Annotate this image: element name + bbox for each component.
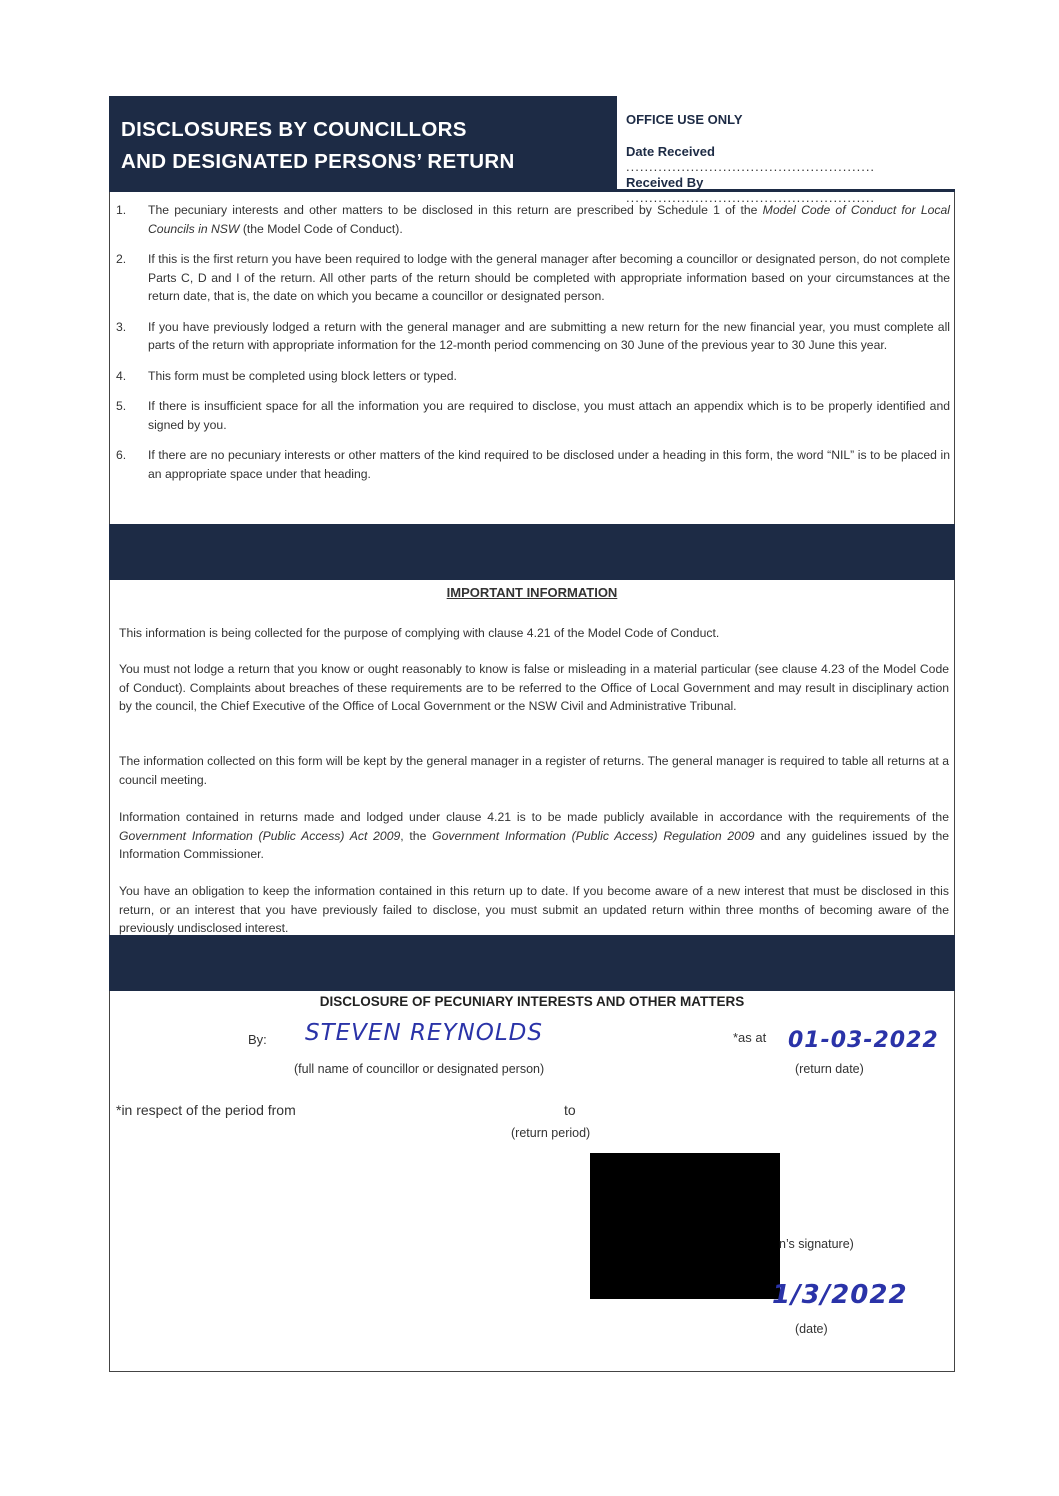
info-paragraph-public-access bbox=[119, 808, 949, 864]
info-text-part: Information contained in returns made and lodged under clause 4.21 is to be made publicly available in accordance with the requirements of the bbox=[119, 810, 949, 824]
signature-date-value[interactable]: 1/3/2022 bbox=[772, 1280, 908, 1310]
instruction-number: 2. bbox=[116, 252, 127, 266]
date-received-dots: ...................................................... bbox=[626, 159, 876, 174]
info-paragraph-register: The information collected on this form will be kept by the general manager in a register of returns. The general manager is required to table all returns at a council meeting. bbox=[119, 754, 949, 787]
by-label: By: bbox=[248, 1032, 267, 1047]
info-paragraph-obligation: You have an obligation to keep the information contained in this return up to date. If you become aware of a new interest that must be disclosed in this return, or an interest that you have previously failed to disclose, you must submit an updated return within three months of becoming aware of the previously undisclosed interest. bbox=[119, 884, 949, 935]
return-date-value[interactable]: 01-03-2022 bbox=[788, 1028, 939, 1053]
section-divider-band bbox=[109, 935, 955, 991]
instruction-text: If this is the first return you have been required to lodge with the general manager after becoming a councillor or designated person, do not complete Parts C, D and I of the return. All other parts of the return should be completed with appropriate information based on your circumstances at the return date, that is, the date on which you became a councillor or designated person. bbox=[148, 252, 950, 303]
received-by-dots: ...................................................... bbox=[626, 190, 876, 205]
instruction-item bbox=[116, 201, 950, 238]
as-at-label: *as at bbox=[733, 1030, 767, 1045]
section-divider-band bbox=[109, 524, 955, 580]
councillor-name[interactable]: STEVEN REYNOLDS bbox=[305, 1020, 543, 1046]
redacted-signature bbox=[590, 1153, 780, 1299]
return-date-caption: (return date) bbox=[795, 1062, 864, 1076]
name-caption: (full name of councillor or designated person) bbox=[294, 1062, 545, 1076]
info-text-part: , the bbox=[400, 828, 433, 843]
info-text-italic: Government Information (Public Access) Regulation 2009 bbox=[432, 828, 755, 843]
signature-caption: n’s signature) bbox=[779, 1237, 854, 1251]
important-information-heading: IMPORTANT INFORMATION bbox=[446, 585, 618, 600]
instruction-item bbox=[116, 318, 950, 355]
instruction-item bbox=[116, 446, 950, 483]
info-text-italic: Government Information (Public Access) Act 2009 bbox=[119, 828, 401, 843]
instruction-item bbox=[116, 397, 950, 434]
instruction-text: If there are no pecuniary interests or other matters of the kind required to be disclosed under a heading in this form, the word “NIL” is to be placed in an appropriate space under that heading. bbox=[148, 448, 950, 481]
instruction-text: If you have previously lodged a return with the general manager and are submitting a new return for the new financial year, you must complete all parts of the return with appropriate information for the 12-month period commencing on 30 June of the previous year to 30 June this year. bbox=[148, 319, 950, 352]
instruction-text bbox=[148, 201, 950, 238]
form-title-line-1: DISCLOSURES BY COUNCILLORS bbox=[121, 118, 467, 141]
disclosure-heading: DISCLOSURE OF PECUNIARY INTERESTS AND OTHER MATTERS bbox=[319, 994, 745, 1009]
info-paragraph-false-returns: You must not lodge a return that you know or ought reasonably to know is false or misleading in a material particular (see clause 4.23 of the Model Code of Conduct). Complaints about breaches of these requirements are to be referred to the Office of Local Government and may result in disciplinary action by the council, the Chief Executive of the Office of Local Government or the NSW Civil and Administrative Tribunal. bbox=[119, 662, 949, 713]
instruction-text-part: (the Model Code of Conduct). bbox=[239, 221, 403, 236]
date-received-label: Date Received bbox=[626, 144, 715, 159]
instruction-number: 3. bbox=[116, 319, 127, 334]
title-block bbox=[109, 96, 617, 192]
instruction-text-italic: Model Code of Conduct for Local Councils in NSW bbox=[148, 203, 950, 236]
period-to-label: to bbox=[564, 1102, 576, 1118]
instruction-text: If there is insufficient space for all the information you are required to disclose, you must attach an appendix which is to be properly identified and signed by you. bbox=[148, 399, 950, 432]
instruction-item bbox=[116, 367, 950, 386]
instruction-text: This form must be completed using block letters or typed. bbox=[148, 368, 457, 383]
office-use-label: OFFICE USE ONLY bbox=[626, 112, 743, 127]
form-header bbox=[109, 96, 955, 205]
instruction-item bbox=[116, 250, 950, 306]
instruction-number: 6. bbox=[116, 448, 127, 462]
instruction-number: 5. bbox=[116, 399, 127, 413]
instructions-list bbox=[116, 201, 950, 495]
instruction-text-part: The pecuniary interests and other matters to be disclosed in this return are prescribed by Schedule 1 of the bbox=[148, 203, 763, 217]
date-caption: (date) bbox=[795, 1322, 828, 1336]
instruction-number: 1. bbox=[116, 203, 127, 217]
instruction-number: 4. bbox=[116, 368, 127, 383]
return-period-caption: (return period) bbox=[511, 1126, 591, 1140]
info-paragraph-collection: This information is being collected for the purpose of complying with clause 4.21 of the Model Code of Conduct. bbox=[119, 626, 720, 640]
form-title-line-2: AND DESIGNATED PERSONS’ RETURN bbox=[121, 150, 515, 173]
period-label: *in respect of the period from bbox=[116, 1102, 296, 1118]
received-by-label: Received By bbox=[626, 175, 704, 190]
date-received-field bbox=[626, 144, 955, 174]
info-text-part: and any guidelines issued by the Information Commissioner. bbox=[119, 828, 949, 861]
